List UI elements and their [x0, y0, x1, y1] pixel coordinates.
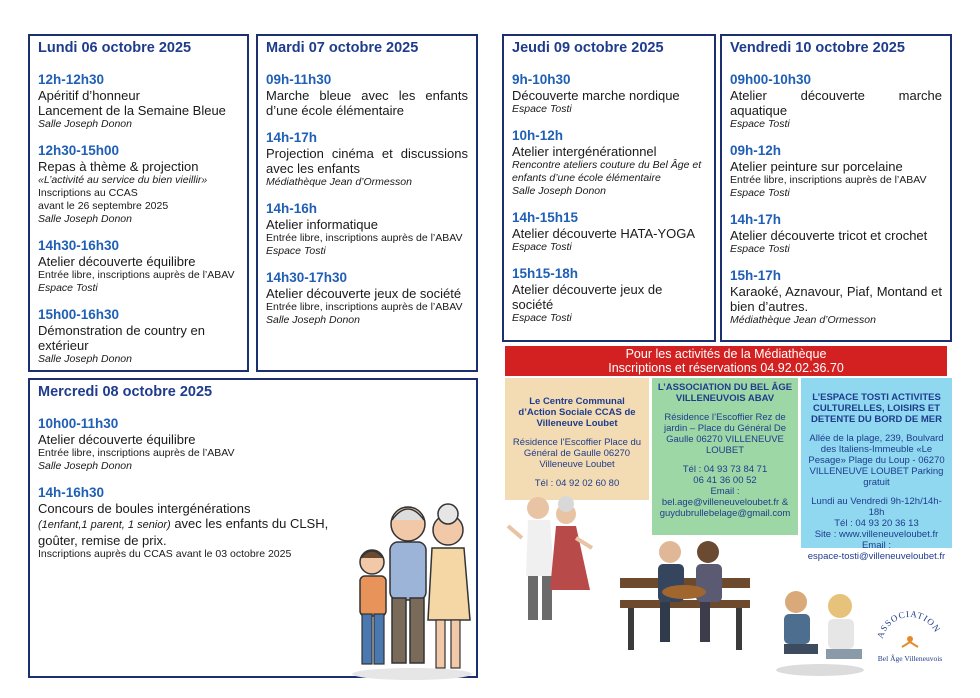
card-tel: Tél : 04 92 02 60 80 — [534, 478, 620, 489]
day-heading: Mardi 07 octobre 2025 — [266, 40, 419, 56]
event-title: Lancement de la Semaine Bleue — [38, 103, 226, 118]
tuesday-box — [256, 34, 478, 372]
event-place: Salle Joseph Donon — [266, 314, 360, 326]
event-time: 14h30-17h30 — [266, 270, 348, 285]
event-time: 09h00-10h30 — [730, 72, 812, 87]
event-desc: Inscriptions au CCAS — [38, 187, 138, 199]
event-title: Marche bleue avec les enfants d’une école élémentaire — [266, 88, 468, 118]
card-address: Résidence l’Escoffier Place du Général de Gaulle 06270 Villeneuve Loubet — [512, 437, 642, 470]
day-heading: Lundi 06 octobre 2025 — [38, 40, 192, 56]
monday-box — [28, 34, 249, 372]
event-time: 15h-17h — [730, 268, 782, 283]
event-desc: Inscriptions auprès du CCAS avant le 03 octobre 2025 — [38, 548, 292, 560]
event-time: 14h-15h15 — [512, 210, 579, 225]
card-title: L’ASSOCIATION DU BEL ÂGE VILLENEUVOIS ABAV — [657, 382, 793, 404]
event-title: Atelier découverte HATA-YOGA — [512, 226, 696, 241]
event-title: Karaoké, Aznavour, Piaf, Montand et bien d’autres. — [730, 284, 942, 314]
event-title: Découverte marche nordique — [512, 88, 680, 103]
logo-arc-text: ASSOCIATION — [874, 608, 943, 640]
day-heading: Jeudi 09 octobre 2025 — [512, 40, 664, 56]
event — [512, 266, 706, 325]
dancing-couple-illustration — [500, 480, 600, 630]
event-time: 14h-17h — [266, 130, 318, 145]
event-desc: Entrée libre, inscriptions auprès de l’ABAV — [730, 174, 927, 186]
event-place: Médiathèque Jean d’Ormesson — [730, 314, 876, 326]
event-time: 14h-17h — [730, 212, 782, 227]
event — [38, 416, 468, 473]
event-place: Salle Joseph Donon — [512, 185, 606, 197]
event-time: 15h00-16h30 — [38, 307, 120, 322]
event-title: Repas à thème & projection — [38, 159, 199, 174]
event-time: 09h-12h — [730, 143, 782, 158]
event — [266, 201, 468, 258]
event-title-rest: avec les enfants du CLSH, — [170, 516, 329, 531]
event-desc: «L’activité au service du bien vieillir» — [38, 174, 208, 186]
event — [38, 238, 239, 295]
event-place: Espace Tosti — [730, 118, 790, 130]
event-title: Atelier intergénérationnel — [512, 144, 657, 159]
event-title: Atelier découverte marche aquatique — [730, 88, 942, 118]
family-illustration — [350, 490, 480, 685]
event-desc: avant le 26 septembre 2025 — [38, 200, 169, 212]
event-title: Concours de boules intergénérations — [38, 501, 251, 516]
event-title: Atelier découverte jeux de société — [512, 282, 663, 312]
event-desc: Entrée libre, inscriptions auprès de l’ABAV — [266, 301, 463, 313]
event-place: Espace Tosti — [730, 187, 790, 199]
bench-couple-illustration — [610, 530, 760, 660]
event-place: Espace Tosti — [266, 245, 326, 257]
friday-box — [720, 34, 952, 342]
day-heading: Mercredi 08 octobre 2025 — [38, 384, 213, 400]
event — [730, 72, 942, 131]
banner-line: Inscriptions et réservations 04.92.02.36.70 — [608, 361, 844, 375]
card-email[interactable]: espace-tosti@villeneuveloubet.fr — [807, 551, 946, 562]
event-time: 10h00-11h30 — [38, 416, 119, 431]
event — [266, 130, 468, 189]
event-place: Salle Joseph Donon — [38, 353, 132, 365]
event — [512, 128, 706, 198]
event — [512, 210, 706, 254]
event-time: 12h-12h30 — [38, 72, 105, 87]
event-time: 15h15-18h — [512, 266, 579, 281]
event-title: Atelier peinture sur porcelaine — [730, 159, 903, 174]
card-tel: Tél : 04 93 20 36 13 — [834, 518, 919, 529]
day-heading: Vendredi 10 octobre 2025 — [730, 40, 905, 56]
card-title: L’ESPACE TOSTI ACTIVITES CULTURELLES, LOISIRS ET DETENTE DU BORD DE MER — [811, 392, 942, 425]
event — [38, 72, 239, 131]
card-email-label: Email : — [861, 540, 892, 551]
tosti-info-card — [801, 378, 952, 562]
event-title: Projection cinéma et discussions avec les enfants — [266, 146, 468, 176]
event — [512, 72, 706, 116]
event-title: goûter, remise de prix. — [38, 533, 167, 548]
abav-info-card — [652, 378, 798, 535]
card-tel: Tél : 04 93 73 84 71 — [682, 464, 768, 475]
card-tel: 06 41 36 00 52 — [693, 475, 757, 486]
thursday-box — [502, 34, 716, 342]
logo-caption: Bel Âge Villeneuvois — [877, 654, 943, 663]
event-title: Atelier découverte jeux de société — [266, 286, 462, 301]
event-title: Atelier découverte équilibre — [38, 432, 196, 447]
event-place: Espace Tosti — [38, 282, 98, 294]
svg-text:ASSOCIATION — [875, 609, 943, 640]
event-time: 09h-11h30 — [266, 72, 332, 87]
mediatheque-banner — [505, 346, 947, 376]
event-time: 9h-10h30 — [512, 72, 571, 87]
event-time: 14h-16h — [266, 201, 318, 216]
event-title: Démonstration de country en extérieur — [38, 323, 205, 353]
event-place: Espace Tosti — [512, 312, 572, 324]
banner-line: Pour les activités de la Médiathèque — [625, 347, 827, 361]
event-place: Espace Tosti — [512, 103, 572, 115]
event-place: Salle Joseph Donon — [38, 460, 132, 472]
card-hours: Lundi au Vendredi 9h-12h/14h-18h — [811, 496, 942, 518]
event — [730, 268, 942, 327]
event-place: Médiathèque Jean d’Ormesson — [266, 176, 412, 188]
event — [730, 143, 942, 200]
event — [266, 72, 468, 118]
event-title-italic: (1enfant,1 parent, 1 senior) — [38, 519, 171, 531]
event-desc: Entrée libre, inscriptions auprès de l’ABAV — [38, 269, 235, 281]
event-desc: Rencontre ateliers couture du Bel Âge et enfants d’une école élémentaire — [512, 159, 702, 184]
event-place: Espace Tosti — [730, 243, 790, 255]
card-email[interactable]: bel.age@villeneuveloubet.fr & guydubrullebelage@gmail.com — [659, 497, 791, 519]
event-title: Atelier informatique — [266, 217, 378, 232]
event-title: Atelier découverte équilibre — [38, 254, 196, 269]
event-place: Salle Joseph Donon — [38, 118, 132, 130]
event-time: 14h30-16h30 — [38, 238, 120, 253]
card-title: Le Centre Communal d’Action Sociale CCAS de Villeneuve Loubet — [518, 396, 636, 429]
event — [38, 307, 239, 366]
children-illustration — [768, 582, 872, 682]
card-email-label: Email : — [710, 486, 740, 497]
event-time: 10h-12h — [512, 128, 564, 143]
event-title: Apéritif d’honneur — [38, 88, 140, 103]
card-address: Allée de la plage, 239, Boulvard des Italiens-Immeuble «Le Pesage» Plage du Loup - 06270 VILLENEUVE LOUBET Parking gratuit — [808, 433, 945, 488]
event-desc: Entrée libre, inscriptions auprès de l’ABAV — [266, 232, 463, 244]
event-time: 14h-16h30 — [38, 485, 105, 500]
card-site[interactable]: Site : www.villeneuveloubet.fr — [814, 529, 939, 540]
event-place: Espace Tosti — [512, 241, 572, 253]
event — [38, 143, 239, 226]
card-address: Résidence l’Escoffier Rez de jardin – Place du Général De Gaulle 06270 VILLENEUVE LOUBET — [664, 412, 786, 456]
event-place: Salle Joseph Donon — [38, 213, 132, 225]
event-time: 12h30-15h00 — [38, 143, 120, 158]
event — [266, 270, 468, 327]
event — [730, 212, 942, 256]
association-logo — [872, 605, 948, 665]
event-title: Atelier découverte tricot et crochet — [730, 228, 928, 243]
event-desc: Entrée libre, inscriptions auprès de l’ABAV — [38, 447, 235, 459]
